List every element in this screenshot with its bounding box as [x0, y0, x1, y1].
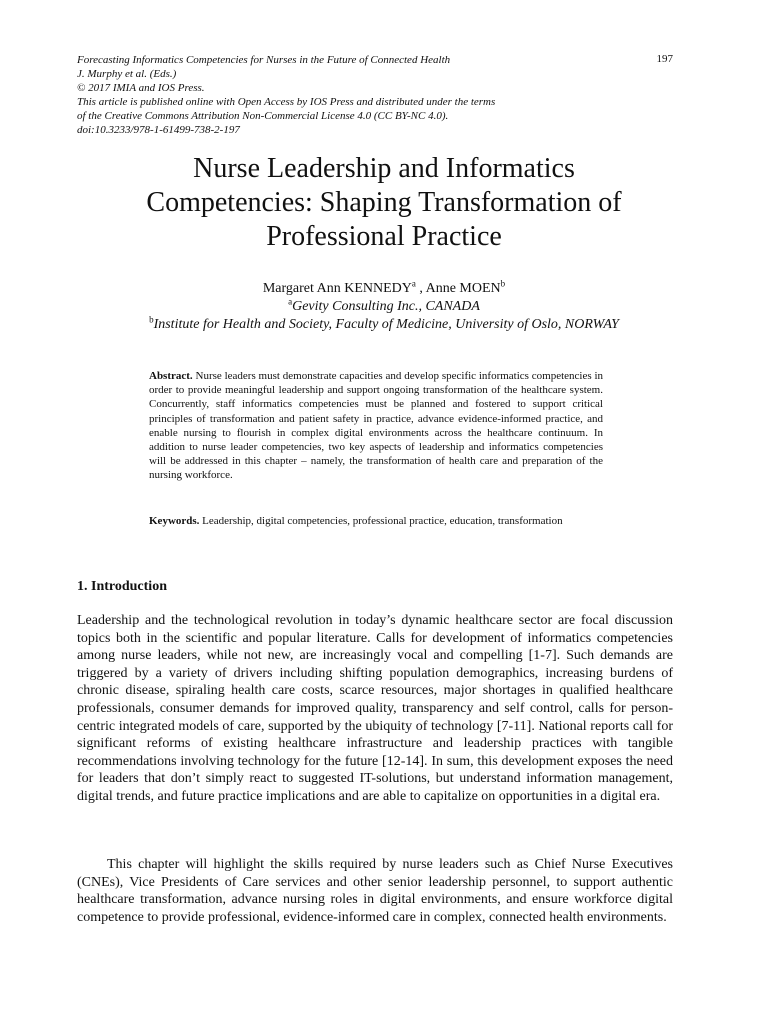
- affiliation-a: [0, 298, 768, 316]
- abstract-text: Nurse leaders must demonstrate capacities and develop specific informatics competencies in order to provide meaningful leadership and support ongoing transformation of the healthcare system. Concurrently, staff informatics competencies must be planned and fostered to support critical principles of transformation and patient safety in practice, advance evidence-informed practice, and enable nursing to flourish in complex digital environments across the healthcare continuum. In addition to nurse leader competencies, two key aspects of leadership and informatics competencies will be addressed in this chapter – namely, the transformation of health care and preparation of the nursing workforce.: [149, 370, 604, 482]
- author-list: [0, 280, 768, 298]
- title-line-2: Competencies: Shaping Transformation of: [146, 187, 622, 218]
- header-doi: doi:10.3233/978-1-61499-738-2-197: [77, 124, 240, 136]
- page-number: 197: [656, 53, 673, 65]
- title-line-3: Professional Practice: [266, 221, 502, 252]
- abstract-label: Abstract.: [149, 370, 193, 382]
- affiliation-text: Gevity Consulting Inc., CANADA: [292, 299, 480, 314]
- author-name: Anne MOEN: [425, 281, 501, 296]
- section-heading: 1. Introduction: [77, 579, 167, 594]
- title-line-1: Nurse Leadership and Informatics: [193, 153, 575, 184]
- affiliation-text: Institute for Health and Society, Faculty of Medicine, University of Oslo, NORWAY: [153, 317, 619, 332]
- author-name: Margaret Ann KENNEDY: [262, 281, 412, 296]
- body-paragraph-1: Leadership and the technological revolution in today’s dynamic healthcare sector are focal discussion topics both in the scientific and popular literature. Calls for development of informatics competencies among nurse leaders, while not new, are increasingly vocal and compelling [1-7]. Such demands are triggered by a variety of drivers including shifting population demographics, increasing burdens of chronic disease, spiraling health care costs, scarce resources, major shortages in qualified healthcare professionals, consumer demands for improved quality, transparency and self control, calls for person-centric integrated models of care, supported by the ubiquity of technology [7-11]. National reports call for significant reforms of existing healthcare infrastructure and leadership practices with tangible recommendations involving technology for the future [12-14]. In sum, this development exposes the need for leaders that don’t simply react to suggested IT-solutions, but understand information management, digital trends, and future practice implications and are able to capitalize on opportunities in a digital era.: [77, 613, 673, 804]
- header-license-line-2: of the Creative Commons Attribution Non-Commercial License 4.0 (CC BY-NC 4.0).: [77, 110, 449, 122]
- header-editors: J. Murphy et al. (Eds.): [77, 68, 177, 80]
- paper-title: [60, 152, 708, 254]
- keywords-label: Keywords.: [149, 515, 200, 527]
- keywords-text: Leadership, digital competencies, professional practice, education, transformation: [202, 515, 563, 527]
- author-affiliation-marker: a: [411, 278, 416, 289]
- keywords: [149, 514, 603, 528]
- header-book-title: Forecasting Informatics Competencies for Nurses in the Future of Connected Health: [77, 54, 451, 66]
- affiliation-marker: b: [149, 314, 154, 325]
- running-header: [77, 53, 673, 137]
- affiliation-b: [0, 316, 768, 334]
- author-separator: ,: [415, 281, 426, 296]
- author-affiliation-marker: b: [500, 278, 506, 289]
- body-paragraph-2: This chapter will highlight the skills required by nurse leaders such as Chief Nurse Executives (CNEs), Vice Presidents of Care services and other senior leadership personnel, to support authentic healthcare transformation, advance nursing roles in digital environments, and ensure workforce digital competence to provide professional, evidence-informed care in complex, connected health environments.: [77, 857, 673, 925]
- header-license-line-1: This article is published online with Open Access by IOS Press and distributed under the terms: [77, 96, 496, 108]
- affiliation-marker: a: [288, 296, 293, 307]
- abstract: [149, 369, 603, 483]
- header-copyright: © 2017 IMIA and IOS Press.: [77, 82, 205, 94]
